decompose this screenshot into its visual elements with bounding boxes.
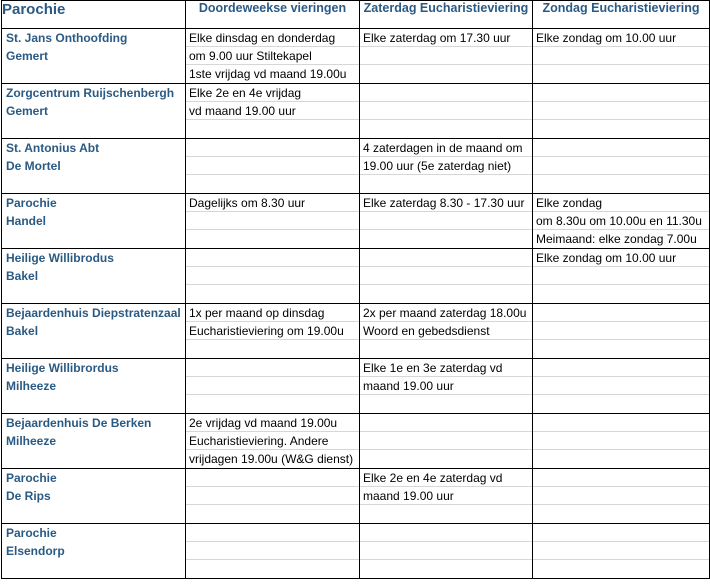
schedule-line: [186, 560, 359, 578]
schedule-line: Elke zaterdag 8.30 - 17.30 uur: [360, 194, 532, 212]
schedule-line: [360, 47, 532, 65]
parish-name-cell[interactable]: [2, 84, 186, 139]
cell-lines: [186, 139, 359, 193]
parish-name-line: Bakel: [6, 269, 39, 283]
schedule-line: [186, 359, 359, 377]
table-row: [2, 469, 710, 524]
schedule-line: Elke zaterdag om 17.30 uur: [360, 29, 532, 47]
parish-name-line: [2, 395, 185, 413]
parish-name-line: Zorgcentrum Ruijschenbergh: [6, 86, 175, 100]
schedule-line: [533, 359, 709, 377]
schedule-line: [186, 542, 359, 560]
cell-lines: [360, 249, 532, 303]
table-row: [2, 414, 710, 469]
cell-lines: [360, 469, 532, 523]
sunday-cell[interactable]: [533, 249, 710, 304]
cell-lines: [186, 469, 359, 523]
cell-lines: [533, 84, 709, 138]
parish-name-line: [2, 230, 185, 248]
schedule-line: Eucharistieviering. Andere: [186, 432, 359, 450]
schedule-line: [533, 395, 709, 413]
parish-name-line: [2, 340, 185, 358]
cell-lines: [533, 29, 709, 83]
parish-name-line: [2, 505, 185, 523]
parish-name-line: Milheeze: [6, 434, 57, 448]
cell-lines: [186, 249, 359, 303]
saturday-cell[interactable]: [360, 304, 533, 359]
sunday-cell[interactable]: [533, 194, 710, 249]
sunday-cell[interactable]: [533, 139, 710, 194]
schedule-line: vrijdagen 19.00u (W&G dienst): [189, 452, 354, 466]
schedule-line: [360, 84, 532, 102]
weekday-cell[interactable]: [186, 304, 360, 359]
schedule-line: [533, 102, 709, 120]
schedule-line: [360, 560, 532, 578]
schedule-line: [186, 340, 359, 358]
sunday-cell[interactable]: [533, 359, 710, 414]
parish-name-cell[interactable]: [2, 414, 186, 469]
schedule-line: [186, 175, 359, 193]
schedule-line: [533, 84, 709, 102]
table-row: [2, 359, 710, 414]
schedule-line: [186, 120, 359, 138]
schedule-line: [186, 230, 359, 248]
cell-lines: [360, 304, 532, 358]
cell-lines: [533, 524, 709, 578]
header-row: [2, 1, 710, 29]
parish-name-line: [2, 175, 185, 193]
schedule-line: [533, 560, 709, 578]
parish-name-line: [2, 65, 185, 83]
parish-name-line: St. Jans Onthoofding: [6, 31, 128, 45]
schedule-line: [360, 249, 532, 267]
schedule-line: [360, 340, 532, 358]
cell-lines: [360, 524, 532, 578]
schedule-line: [533, 47, 709, 65]
schedule-line: [533, 65, 709, 83]
parish-name-line: De Rips: [6, 489, 51, 503]
parish-name-line: Parochie: [6, 196, 57, 210]
schedule-line: 1ste vrijdag vd maand 19.00u: [189, 67, 347, 81]
schedule-line: [360, 102, 532, 120]
schedule-line: [533, 505, 709, 523]
schedule-line: [186, 212, 359, 230]
cell-lines: [360, 139, 532, 193]
schedule-line: vd maand 19.00 uur: [186, 102, 359, 120]
weekday-cell[interactable]: [186, 139, 360, 194]
schedule-line: [186, 487, 359, 505]
schedule-line: [533, 340, 709, 358]
cell-lines: [533, 194, 709, 248]
table-row: [2, 194, 710, 249]
schedule-line: [360, 65, 532, 83]
schedule-line: [186, 377, 359, 395]
sunday-cell[interactable]: [533, 524, 710, 579]
cell-lines: [2, 469, 185, 523]
header-parochie[interactable]: Parochie: [2, 1, 186, 29]
schedule-line: Woord en gebedsdienst: [360, 322, 532, 340]
schedule-line: [533, 377, 709, 395]
schedule-line: [186, 395, 359, 413]
parish-name-cell[interactable]: [2, 524, 186, 579]
saturday-cell[interactable]: [360, 414, 533, 469]
schedule-line: [360, 120, 532, 138]
cell-lines: [360, 29, 532, 83]
sunday-cell[interactable]: [533, 304, 710, 359]
schedule-line: maand 19.00 uur: [360, 377, 532, 395]
schedule-line: [533, 304, 709, 322]
parish-name-cell[interactable]: [2, 139, 186, 194]
sunday-cell[interactable]: [533, 414, 710, 469]
schedule-line: [533, 267, 709, 285]
cell-lines: [2, 29, 185, 83]
cell-lines: [2, 359, 185, 413]
cell-lines: [2, 249, 185, 303]
header-weekday[interactable]: Doordeweekse vieringen: [186, 1, 360, 29]
schedule-line: om 9.00 uur Stiltekapel: [186, 47, 359, 65]
schedule-line: 4 zaterdagen in de maand om: [360, 139, 532, 157]
table-row: [2, 249, 710, 304]
parish-name-line: Heilige Willibrordus: [6, 361, 119, 375]
parish-name-line: Bejaardenhuis Diepstratenzaal: [6, 306, 181, 320]
cell-lines: [360, 84, 532, 138]
schedule-line: [186, 505, 359, 523]
schedule-line: 19.00 uur (5e zaterdag niet): [360, 157, 532, 175]
schedule-line: Elke zondag om 10.00 uur: [533, 249, 709, 267]
saturday-cell[interactable]: [360, 139, 533, 194]
saturday-cell[interactable]: [360, 524, 533, 579]
schedule-line: [186, 267, 359, 285]
weekday-cell[interactable]: [186, 414, 360, 469]
weekday-cell[interactable]: [186, 524, 360, 579]
schedule-line: [533, 450, 709, 468]
weekday-cell[interactable]: [186, 29, 360, 84]
weekday-cell[interactable]: [186, 84, 360, 139]
schedule-line: [533, 322, 709, 340]
saturday-cell[interactable]: [360, 84, 533, 139]
cell-lines: [360, 194, 532, 248]
schedule-line: 1x per maand op dinsdag: [186, 304, 359, 322]
parish-name-line: St. Antonius Abt: [6, 141, 100, 155]
schedule-line: Elke zondag om 10.00 uur: [533, 29, 709, 47]
schedule-line: maand 19.00 uur: [360, 487, 532, 505]
cell-lines: [533, 414, 709, 468]
schedule-line: Dagelijks om 8.30 uur: [186, 194, 359, 212]
table-row: [2, 524, 710, 579]
cell-lines: [533, 359, 709, 413]
parish-name-line: Gemert: [6, 104, 49, 118]
parish-name-line: Gemert: [6, 49, 49, 63]
parish-name-line: [2, 285, 185, 303]
schedule-line: [360, 524, 532, 542]
schedule-line: [533, 120, 709, 138]
schedule-line: [533, 414, 709, 432]
schedule-line: Elke dinsdag en donderdag: [186, 29, 359, 47]
table-row: [2, 29, 710, 84]
weekday-cell[interactable]: [186, 194, 360, 249]
schedule-line: 2x per maand zaterdag 18.00u: [360, 304, 532, 322]
saturday-cell[interactable]: [360, 249, 533, 304]
table-row: [2, 304, 710, 359]
saturday-cell[interactable]: [360, 194, 533, 249]
weekday-cell[interactable]: [186, 469, 360, 524]
schedule-table: [1, 0, 710, 579]
schedule-line: [186, 157, 359, 175]
schedule-line: [360, 395, 532, 413]
cell-lines: [186, 84, 359, 138]
parish-name-line: Milheeze: [6, 379, 57, 393]
schedule-line: Elke zondag: [533, 194, 709, 212]
weekday-cell[interactable]: [186, 249, 360, 304]
parish-name-line: [2, 450, 185, 468]
schedule-line: [186, 524, 359, 542]
cell-lines: [2, 524, 185, 578]
parish-name-cell[interactable]: [2, 359, 186, 414]
cell-lines: [186, 414, 359, 468]
cell-lines: [2, 304, 185, 358]
parish-name-line: Handel: [6, 214, 47, 228]
cell-lines: [186, 29, 359, 83]
schedule-line: [186, 285, 359, 303]
schedule-line: [186, 139, 359, 157]
cell-lines: [533, 249, 709, 303]
cell-lines: [2, 84, 185, 138]
cell-lines: [533, 304, 709, 358]
cell-lines: [533, 139, 709, 193]
schedule-line: [360, 230, 532, 248]
schedule-line: [360, 505, 532, 523]
parish-name-line: Bejaardenhuis De Berken: [6, 416, 152, 430]
sunday-cell[interactable]: [533, 29, 710, 84]
schedule-line: om 8.30u om 10.00u en 11.30u: [533, 212, 709, 230]
cell-lines: [2, 414, 185, 468]
sunday-cell[interactable]: [533, 469, 710, 524]
parish-name-line: [2, 560, 185, 578]
parish-name-cell[interactable]: [2, 469, 186, 524]
parish-name-cell[interactable]: [2, 304, 186, 359]
schedule-line: [360, 432, 532, 450]
schedule-line: [360, 414, 532, 432]
schedule-line: [533, 542, 709, 560]
schedule-line: [533, 175, 709, 193]
cell-lines: [186, 304, 359, 358]
cell-lines: [186, 194, 359, 248]
parish-name-cell[interactable]: [2, 249, 186, 304]
schedule-line: [533, 524, 709, 542]
sunday-cell[interactable]: [533, 84, 710, 139]
schedule-line: Elke 2e en 4e vrijdag: [186, 84, 359, 102]
table-row: [2, 139, 710, 194]
schedule-line: [360, 212, 532, 230]
parish-name-line: [2, 120, 185, 138]
parish-name-line: Parochie: [6, 526, 57, 540]
table-row: [2, 84, 710, 139]
schedule-line: [186, 249, 359, 267]
schedule-line: 2e vrijdag vd maand 19.00u: [186, 414, 359, 432]
schedule-line: [360, 285, 532, 303]
parish-name-line: Parochie: [6, 471, 57, 485]
parish-name-cell[interactable]: [2, 194, 186, 249]
parish-name-line: Bakel: [6, 324, 39, 338]
weekday-cell[interactable]: [186, 359, 360, 414]
schedule-line: [533, 432, 709, 450]
schedule-line: [533, 487, 709, 505]
cell-lines: [186, 359, 359, 413]
schedule-line: [360, 542, 532, 560]
saturday-cell[interactable]: [360, 29, 533, 84]
schedule-line: [360, 267, 532, 285]
schedule-line: [533, 139, 709, 157]
schedule-line: Elke 2e en 4e zaterdag vd: [360, 469, 532, 487]
schedule-line: [533, 285, 709, 303]
parish-name-line: De Mortel: [6, 159, 61, 173]
schedule-line: [360, 175, 532, 193]
cell-lines: [360, 359, 532, 413]
saturday-cell[interactable]: [360, 469, 533, 524]
schedule-line: [533, 469, 709, 487]
schedule-line: [186, 469, 359, 487]
parish-name-cell[interactable]: [2, 29, 186, 84]
header-saturday[interactable]: Zaterdag Eucharistieviering: [360, 1, 533, 29]
cell-lines: [533, 469, 709, 523]
saturday-cell[interactable]: [360, 359, 533, 414]
cell-lines: [2, 194, 185, 248]
schedule-line: [533, 157, 709, 175]
schedule-line: Elke 1e en 3e zaterdag vd: [360, 359, 532, 377]
parish-name-line: Heilige Willibrodus: [6, 251, 114, 265]
cell-lines: [360, 414, 532, 468]
cell-lines: [186, 524, 359, 578]
cell-lines: [2, 139, 185, 193]
schedule-line: Meimaand: elke zondag 7.00u: [536, 232, 697, 246]
schedule-line: Eucharistieviering om 19.00u: [186, 322, 359, 340]
schedule-line: [360, 450, 532, 468]
parish-name-line: Elsendorp: [6, 544, 65, 558]
header-sunday[interactable]: Zondag Eucharistieviering: [533, 1, 710, 29]
